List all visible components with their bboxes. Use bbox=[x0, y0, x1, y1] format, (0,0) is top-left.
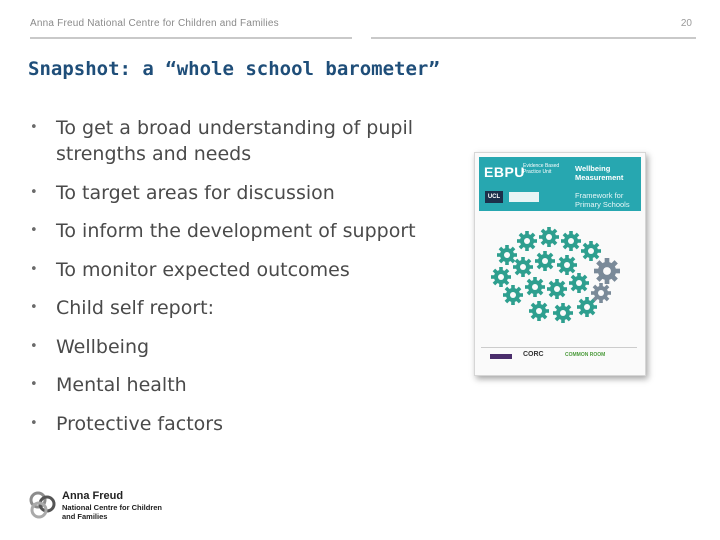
cover-divider bbox=[481, 347, 637, 348]
bullet-item bbox=[30, 115, 430, 167]
footer-org-name: Anna Freud bbox=[62, 490, 124, 502]
bullet-item bbox=[30, 257, 430, 283]
header-divider-left bbox=[30, 37, 352, 39]
bullet-marker: • bbox=[30, 300, 38, 315]
bullet-item bbox=[30, 295, 430, 321]
bullet-text: To monitor expected outcomes bbox=[56, 258, 350, 281]
bullet-item bbox=[30, 411, 430, 437]
ebpu-logo: EBPU bbox=[484, 164, 525, 180]
bullet-item bbox=[30, 218, 430, 244]
anna-freud-small-logo bbox=[509, 192, 539, 202]
bullet-marker: • bbox=[30, 377, 38, 392]
bullet-list bbox=[30, 115, 430, 449]
bullet-item bbox=[30, 180, 430, 206]
gears-brain-illustration bbox=[483, 223, 637, 341]
partner-logo bbox=[490, 354, 512, 359]
ucl-logo: UCL bbox=[485, 191, 503, 203]
bullet-item bbox=[30, 372, 430, 398]
bullet-item bbox=[30, 334, 430, 360]
bullet-text: To target areas for discussion bbox=[56, 181, 335, 204]
bullet-text: Protective factors bbox=[56, 412, 223, 435]
bullet-marker: • bbox=[30, 338, 38, 354]
bullet-marker: • bbox=[30, 120, 38, 135]
corc-logo: CORC bbox=[523, 351, 544, 358]
bullet-marker: • bbox=[30, 261, 38, 277]
bullet-text: Wellbeing bbox=[56, 335, 150, 358]
bullet-text: To get a broad understanding of pupil strengths and needs bbox=[56, 117, 414, 165]
common-room-logo: COMMON ROOM bbox=[565, 352, 606, 358]
page-number: 20 bbox=[680, 18, 692, 29]
header-organization: Anna Freud National Centre for Children and Families bbox=[30, 18, 279, 29]
footer-org-subtitle: National Centre for Children and Families bbox=[62, 503, 163, 521]
cover-header-band bbox=[479, 157, 641, 211]
bullet-text: Child self report: bbox=[56, 297, 214, 319]
bullet-marker: • bbox=[30, 223, 38, 238]
header-divider-right bbox=[371, 37, 696, 39]
anna-freud-logo-icon bbox=[28, 490, 58, 520]
slide-title: Snapshot: a “whole school barometer” bbox=[28, 58, 440, 80]
bullet-marker: • bbox=[30, 415, 38, 431]
bullet-text: Mental health bbox=[56, 374, 187, 396]
cover-title: Wellbeing Measurement bbox=[575, 164, 624, 182]
cover-subtitle: Framework for Primary Schools bbox=[575, 191, 630, 209]
bullet-text: To inform the development of support bbox=[56, 220, 416, 242]
ebpu-subtitle: Evidence Based Practice Unit bbox=[523, 163, 560, 175]
report-cover-image bbox=[474, 152, 646, 376]
bullet-marker: • bbox=[30, 184, 38, 200]
